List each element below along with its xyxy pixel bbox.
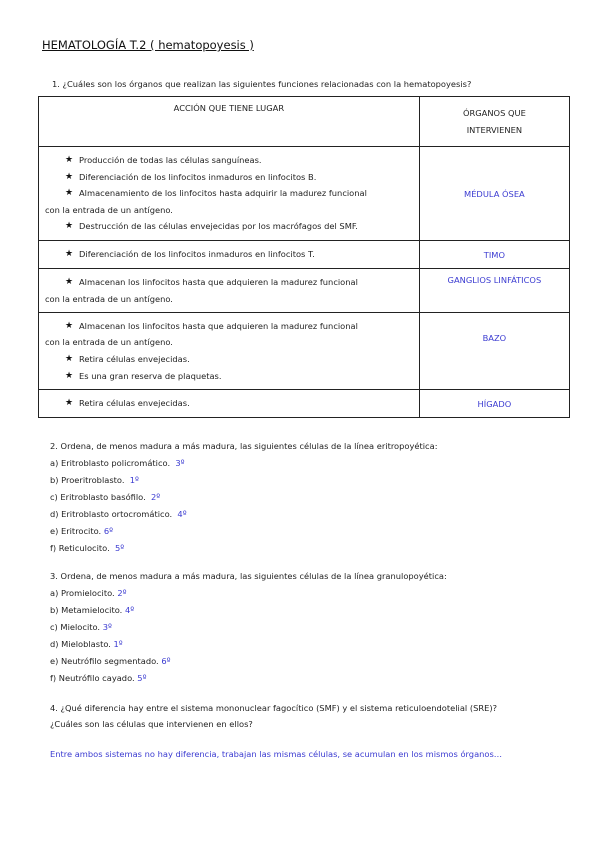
table-row (39, 269, 570, 313)
list-item: a) Eritroblasto policromático. 3º (50, 458, 185, 468)
header-organs-line1: ÓRGANOS QUE (462, 107, 526, 118)
list-item: ★ Retira células envejecidas. (45, 351, 413, 368)
table-header-row (39, 97, 570, 147)
action-cell (39, 147, 420, 241)
question-1: 1. ¿Cuáles son los órganos que realizan las siguientes funciones relacionadas con la hematopoyesis? (52, 79, 472, 89)
action-cell (39, 390, 420, 418)
star-icon: ★ (65, 171, 74, 182)
action-cell (39, 313, 420, 390)
list-item: d) Eritroblasto ortocromático. 4º (50, 509, 187, 519)
list-item: a) Promielocito. 2º (50, 588, 127, 598)
list-item: d) Mieloblasto. 1º (50, 639, 123, 649)
table-row (39, 390, 570, 418)
header-action: ACCIÓN QUE TIENE LUGAR (39, 97, 420, 147)
answer: 2º (151, 492, 161, 502)
header-organs (419, 97, 569, 147)
answer: 5º (137, 673, 147, 683)
list-item: f) Neutrófilo cayado. 5º (50, 673, 147, 683)
list-item: ★ Diferenciación de los linfocitos inmaduros en linfocitos T. (45, 246, 413, 263)
list-item: b) Metamielocito. 4º (50, 605, 135, 615)
organ-cell: TIMO (419, 241, 569, 269)
list-item: ★ Es una gran reserva de plaquetas. (45, 368, 413, 385)
answer: 1º (113, 639, 123, 649)
answer-4: Entre ambos sistemas no hay diferencia, trabajan las mismas células, se acumulan en los mismos órganos… (50, 749, 503, 759)
list-item: c) Eritroblasto basófilo. 2º (50, 492, 161, 502)
action-cell (39, 269, 420, 313)
star-icon: ★ (65, 249, 74, 260)
answer: 3º (175, 458, 185, 468)
question-3-text: 3. Ordena, de menos madura a más madura, las siguientes células de la línea granulopoyética: (50, 571, 447, 581)
organs-table (38, 96, 570, 418)
star-icon: ★ (65, 155, 74, 166)
table-row (39, 313, 570, 390)
list-item: ★ Almacenamiento de los linfocitos hasta adquirir la madurez funcional (45, 185, 413, 202)
list-item: ★ Producción de todas las células sanguíneas. (45, 152, 413, 169)
list-item: ★ Diferenciación de los linfocitos inmaduros en linfocitos B. (45, 169, 413, 186)
list-item-continuation: con la entrada de un antígeno. (45, 337, 173, 348)
answer: 4º (124, 605, 135, 615)
list-item: b) Proeritroblasto. 1º (50, 475, 139, 485)
header-organs-line2: INTERVIENEN (466, 124, 523, 135)
list-item: f) Reticulocito. 5º (50, 543, 125, 553)
answer: 2º (117, 588, 127, 598)
organ-cell: GANGLIOS LINFÁTICOS (419, 269, 569, 313)
list-item-continuation: con la entrada de un antígeno. (45, 204, 173, 215)
question-2-text: 2. Ordena, de menos madura a más madura, las siguientes células de la línea eritropoyética: (50, 441, 438, 451)
organ-cell: HÍGADO (419, 390, 569, 418)
question-4-line2: ¿Cuáles son las células que intervienen en ellos? (50, 719, 253, 729)
answer: 5º (115, 543, 125, 553)
star-icon: ★ (65, 276, 74, 287)
star-icon: ★ (65, 320, 74, 331)
organ-cell: MÉDULA ÓSEA (419, 147, 569, 241)
star-icon: ★ (65, 221, 74, 232)
list-item-continuation: con la entrada de un antígeno. (45, 293, 173, 304)
question-2 (50, 438, 438, 557)
list-item: c) Mielocito. 3º (50, 622, 112, 632)
answer: 6º (103, 526, 114, 536)
table-row (39, 241, 570, 269)
list-item: ★ Almacenan los linfocitos hasta que adquieren la madurez funcional (45, 274, 413, 291)
question-4-line1: 4. ¿Qué diferencia hay entre el sistema mononuclear fagocítico (SMF) y el sistema reticuloendotelial (SRE)? (50, 703, 498, 713)
star-icon: ★ (65, 398, 74, 409)
list-item: e) Eritrocito. 6º (50, 526, 114, 536)
answer: 4º (177, 509, 187, 519)
answer: 6º (161, 656, 171, 666)
action-cell (39, 241, 420, 269)
table-row (39, 147, 570, 241)
star-icon: ★ (65, 188, 74, 199)
answer: 3º (102, 622, 112, 632)
list-item: e) Neutrófilo segmentado. 6º (50, 656, 171, 666)
star-icon: ★ (65, 370, 74, 381)
question-4 (50, 700, 497, 732)
list-item: ★ Retira células envejecidas. (45, 395, 413, 412)
organ-cell: BAZO (419, 313, 569, 390)
page-title: HEMATOLOGÍA T.2 ( hematopoyesis ) (42, 38, 254, 52)
star-icon: ★ (65, 354, 74, 364)
answer: 1º (129, 475, 139, 485)
list-item: ★ Almacenan los linfocitos hasta que adquieren la madurez funcional (45, 318, 413, 335)
question-3 (50, 568, 447, 687)
list-item: ★ Destrucción de las células envejecidas por los macrófagos del SMF. (45, 218, 413, 235)
